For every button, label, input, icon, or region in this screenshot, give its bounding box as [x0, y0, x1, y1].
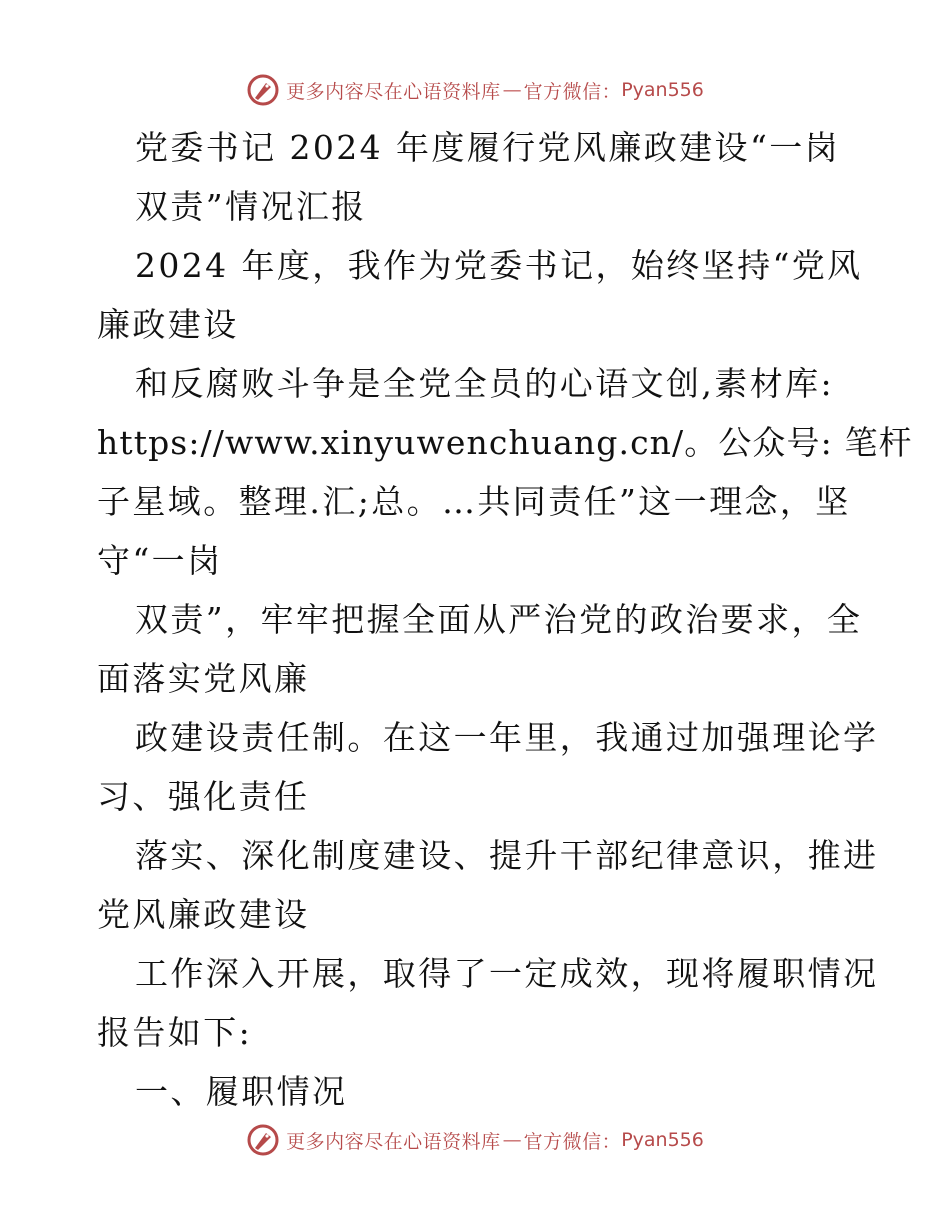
- paragraph-line: 政建设责任制。在这一年里，我通过加强理论学: [135, 718, 879, 757]
- watermark-account: Pyan556: [621, 79, 704, 101]
- paragraph-line: 报告如下:: [97, 1013, 253, 1052]
- paragraph-line: 守“一岗: [97, 541, 223, 580]
- section-heading: 一、履职情况: [135, 1072, 348, 1111]
- doc-title-line-1: 党委书记 2024 年度履行党风廉政建设“一岗: [135, 128, 841, 167]
- paragraph-line: 习、强化责任: [97, 777, 310, 816]
- paragraph-line: 落实、深化制度建设、提升干部纪律意识，推进: [135, 836, 879, 875]
- paragraph-line: 面落实党风廉: [97, 659, 310, 698]
- footer-watermark: [0, 1120, 950, 1160]
- watermark-separator: —: [502, 1129, 522, 1151]
- pen-nib-circle-icon: [246, 1123, 280, 1157]
- watermark-label: 官方微信：: [523, 1130, 622, 1153]
- paragraph-line: 子星域。整理.汇;总。…共同责任”这一理念，坚: [97, 482, 851, 521]
- paragraph-line: 2024 年度，我作为党委书记，始终坚持“党风: [135, 246, 863, 285]
- paragraph-line: 和反腐败斗争是全党全员的心语文创,素材库:: [135, 364, 835, 403]
- document-body: [97, 118, 913, 1121]
- paragraph-line: 党风廉政建设: [97, 895, 310, 934]
- watermark-account: Pyan556: [621, 1129, 704, 1151]
- watermark-brand: 更多内容尽在心语资料库: [286, 80, 501, 103]
- watermark-separator: —: [502, 79, 522, 101]
- paragraph-line: 廉政建设: [97, 305, 239, 344]
- watermark-brand: 更多内容尽在心语资料库: [286, 1130, 501, 1153]
- paragraph-line: 工作深入开展，取得了一定成效，现将履职情况: [135, 954, 879, 993]
- pen-nib-circle-icon: [246, 73, 280, 107]
- header-watermark: [0, 70, 950, 110]
- paragraph-line: 双责”，牢牢把握全面从严治党的政治要求，全: [135, 600, 863, 639]
- watermark-label: 官方微信：: [523, 80, 622, 103]
- doc-title-line-2: 双责”情况汇报: [135, 187, 367, 226]
- paragraph-line: https://www.xinyuwenchuang.cn/。公众号: 笔杆: [97, 423, 913, 462]
